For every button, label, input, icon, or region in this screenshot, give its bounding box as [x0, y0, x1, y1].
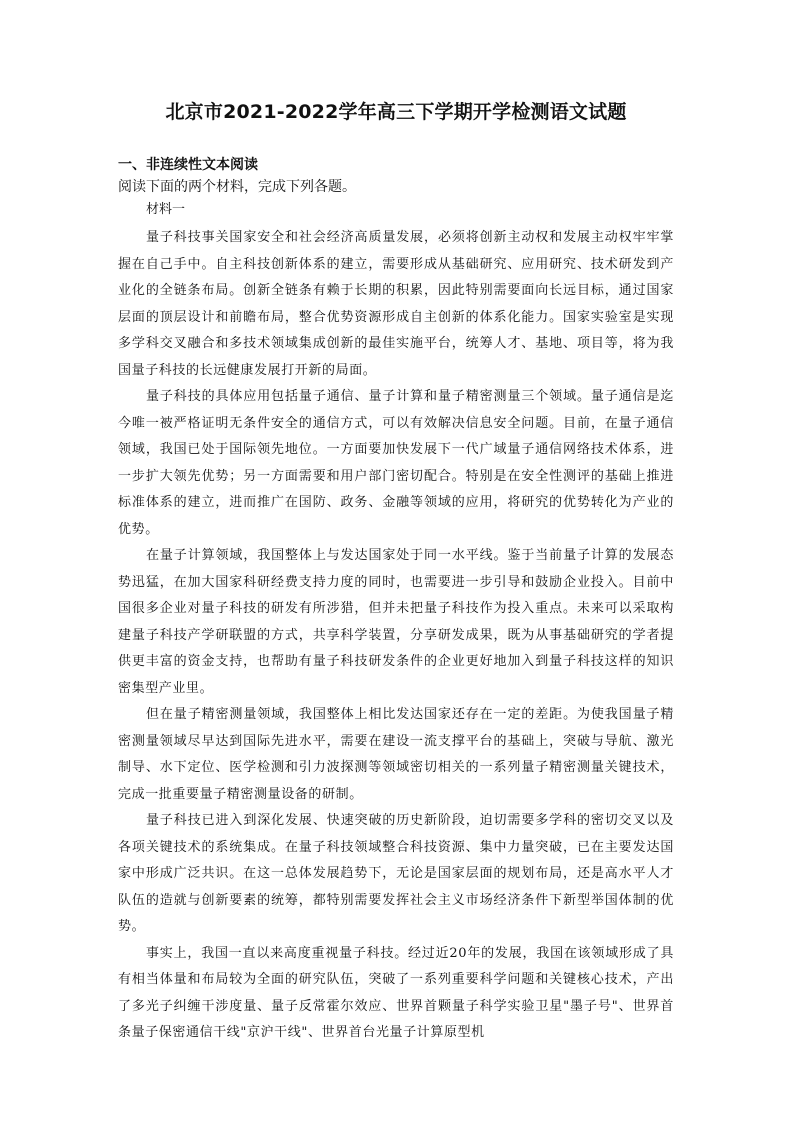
body-paragraph-3: 在量子计算领域，我国整体上与发达国家处于同一水平线。鉴于当前量子计算的发展态势迅猛，在加大国家科研经费支持力度的同时，也需要进一步引导和鼓励企业投入。目前中国很多企业对量子科技的研发有所涉猎，但并未把量子科技作为投入重点。未来可以采取构建量子科技产学研联盟的方式，共享科学装置，分享研发成果，既为从事基础研究的学者提供更丰富的资金支持，也帮助有量子科技研发条件的企业更好地加入到量子科技这样的知识密集型产业里。 [118, 548, 674, 696]
body-paragraph-4: 但在量子精密测量领域，我国整体上相比发达国家还存在一定的差距。为使我国量子精密测量领域尽早达到国际先进水平，需要在建设一流支撑平台的基础上，突破与导航、激光制导、水下定位、医学检测和引力波探测等领域密切相关的一系列量子精密测量关键技术，完成一批重要量子精密测量设备的研制。 [118, 707, 674, 802]
material-label: 材料一 [146, 202, 186, 217]
document-page [118, 98, 674, 1047]
body-paragraph-1: 量子科技事关国家安全和社会经济高质量发展，必须将创新主动权和发展主动权牢牢掌握在自己手中。自主科技创新体系的建立，需要形成从基础研究、应用研究、技术研发到产业化的全链条布局。创新全链条有赖于长期的积累，因此特别需要面向长远目标，通过国家层面的顶层设计和前瞻布局，整合优势资源形成自主创新的体系化能力。国家实验室是实现多学科交叉融合和多技术领域集成创新的最佳实施平台，统筹人才、基地、项目等，将为我国量子科技的长远健康发展打开新的局面。 [118, 230, 674, 378]
document-title: 北京市2021-2022学年高三下学期开学检测语文试题 [165, 101, 627, 123]
body-paragraph-5: 量子科技已进入到深化发展、快速突破的历史新阶段，迫切需要多学科的密切交叉以及各项关键技术的系统集成。在量子科技领域整合科技资源、集中力量突破，已在主要发达国家中形成广泛共识。在这一总体发展趋势下，无论是国家层面的规划布局，还是高水平人才队伍的造就与创新要素的统筹，都特别需要发挥社会主义市场经济条件下新型举国体制的优势。 [118, 813, 674, 934]
reading-instruction: 阅读下面的两个材料，完成下列各题。 [118, 179, 356, 195]
section-heading: 一、非连续性文本阅读 [118, 157, 258, 173]
body-paragraph-6: 事实上，我国一直以来高度重视量子科技。经过近20年的发展，我国在该领域形成了具有相当体量和布局较为全面的研究队伍，突破了一系列重要科学问题和关键核心技术，产出了多光子纠缠干涉度量、量子反常霍尔效应、世界首颗量子科学实验卫星"墨子号"、世界首条量子保密通信干线"京沪干线"、世界首台光量子计算原型机 [118, 945, 674, 1040]
body-paragraph-2: 量子科技的具体应用包括量子通信、量子计算和量子精密测量三个领域。量子通信是迄今唯一被严格证明无条件安全的通信方式，可以有效解决信息安全问题。目前，在量子通信领域，我国已处于国际领先地位。一方面要加快发展下一代广域量子通信网络技术体系，进一步扩大领先优势；另一方面需要和用户部门密切配合。特别是在安全性测评的基础上推进标准体系的建立，进而推广在国防、政务、金融等领域的应用，将研究的优势转化为产业的优势。 [118, 389, 674, 537]
